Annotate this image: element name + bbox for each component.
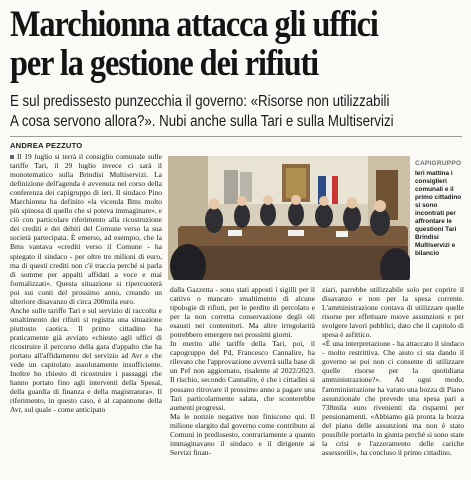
column-1-paragraph	[10, 152, 162, 306]
divider-rule	[10, 136, 462, 137]
headline-line-1: Marchionna attacca gli uffici	[10, 3, 378, 44]
column-2-paragraph-2: In merito alle tariffe della Tari, poi, il capogruppo del Pd, Francesco Cannalire, ha rilevato che l'approvazione avverrà sulla base di un Pef non aggiornato, risalente al 2022/2023. Il rischio, secondo Cannalire, è che i cittadini si possano ritrovare il prossimo anno a pagare una Tari particolarmente salata, che sconterebbe aumenti progressi.	[170, 339, 315, 412]
meeting-photo-image	[168, 156, 410, 280]
paragraph-marker-icon	[10, 155, 14, 159]
photo-caption-text: Ieri mattina i consiglieri comunali e il primo cittadino si sono incontrati per affrontare le questioni Tari Brindisi Multiservizi e bilancio	[415, 170, 462, 257]
column-1-paragraph-1-text: Il 19 luglio si terrà il consiglio comunale sulle tariffe Tari, il 29 luglio invece ci sarà il monotematico sulla Brindisi Multiservizi. La definizione dell'agenda è avvenuta nel corso della conferenza dei capigruppo di ieri. Il sindaco Pino Marchionna ha definito «la vicenda Bms molto più spinosa di quello che si poteva immaginare», e ciò con particolare riferimento alla ricostruzione dei crediti e dei debiti del Comune verso la sua società partecipata. È emerso, ad esempio, che la Bms vantava «crediti verso il Comune - ha spiegato il sindaco - per oltre tre milioni di euro, ma di questi crediti non c'è traccia perché si parla di somme per appalti affidati a voce e mai formalizzati». Questa situazione si ripercuoterà poi sui conti del prossimo anno, creando un ulteriore disavanzo di circa 200mila euro.	[10, 152, 162, 306]
column-1-paragraph-2: Anche sulle tariffe Tari e sul servizio di raccolta e smaltimento dei rifiuti si registra una situazione piuttosto caotica. Il primo cittadino ha praticamente già avviato «chiesto agli uffici di ricostruire il percorso della gara d'appalto che ha portato all'affidamento del servizio ad Avr e che vede un capitolato assolutamente insufficiente. Inoltre ho chiesto di ricostruire i passaggi che hanno portato fino agli interventi della Spesal, della guardia di finanza e della magistratura». Il riferimento, in questo caso, è al capannone della Avr, sul quale - come anticipato	[10, 305, 162, 415]
column-3-paragraph-1: ziari, parrebbe utilizzabile solo per coprire il disavanzo e non per la spesa corrente. L'amministrazione contava di utilizzare quelle risorse per effettuare nuove assunzioni e per svolgere lavori pubblici, dato che il capitolo di spesa è asfittico.	[322, 285, 464, 340]
article-column-2	[170, 285, 315, 478]
column-3-paragraph-2: «È una interpretazione - ha attaccato il sindaco - molto restrittiva. Che aiuto ci sta dando il governo se poi non ci consente di utilizzare quelle risorse per la quotidiana amministrazione?». Ad ogni modo, l'amministrazione ha varato una bozza di Piano assunzionale che prevede una spesa pari a 738mila euro rivenienti da risparmi per pensionamenti. «Abbiamo già pronta la bozza del piano delle assunzioni ma non è stato possibile portarlo in giunta perché si sono state la crisi e l'azzeramento delle cariche assessorili», ha concluso il primo cittadino.	[322, 339, 464, 457]
byline: ANDREA PEZZUTO	[10, 141, 83, 150]
column-2-paragraph-3: Ma le notizie negative non finiscono qui. Il milione elargito dal governo come contributo ai Comuni in predissesto, contrariamente a quanto immaginavano il sindaco e il dirigente ai Servizi finan-	[170, 411, 315, 457]
article-column-1	[10, 152, 162, 478]
subheadline	[10, 92, 442, 132]
headline-line-2: per la gestione dei rifiuti	[10, 42, 319, 83]
photo-caption-title: CAPIGRUPPO	[415, 160, 462, 167]
article-column-3	[322, 285, 464, 478]
subheadline-line-1: E sul predissesto punzecchia il governo: «Risorse non utilizzabili	[10, 93, 390, 110]
subheadline-line-2: A cosa servono allora?». Nubi anche sulla Tari e sulla Multiservizi	[10, 113, 394, 130]
photo-caption	[415, 160, 467, 258]
meeting-photo	[168, 156, 410, 280]
headline	[10, 4, 417, 82]
column-2-paragraph-1: dalla Gazzetta - sono stati apposti i sigilli per il cattivo o mancato smaltimento di alcune tipologie di rifiuti, per le perdite di percolato e per la non corretta conservazione degli oli esausti nei contenitori. Ma altre irregolarità potrebbero emergere nei prossimi giorni.	[170, 285, 315, 340]
